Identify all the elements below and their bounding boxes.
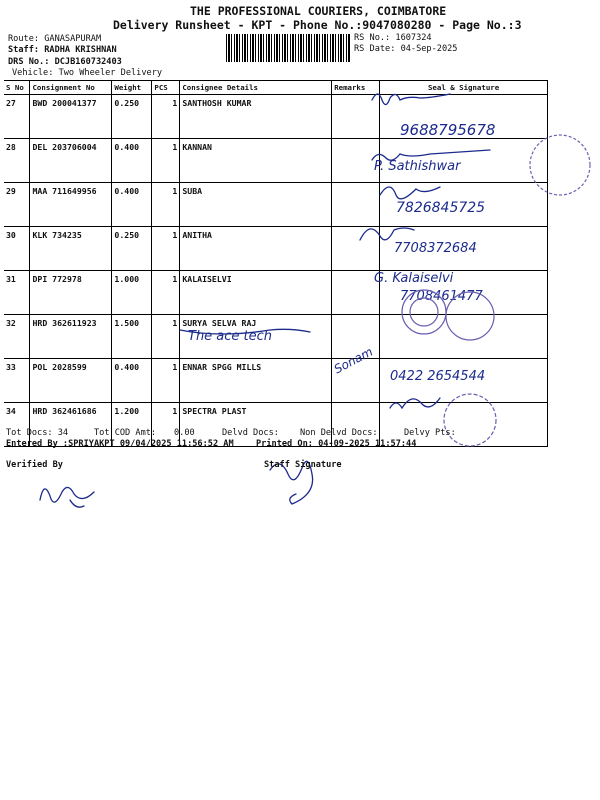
vehicle-label: Vehicle: Two Wheeler Delivery: [12, 68, 163, 78]
cell-sno: 30: [4, 227, 30, 271]
company-title: THE PROFESSIONAL COURIERS, COIMBATORE: [190, 4, 447, 18]
cell-consignment: HRD 362461686: [30, 403, 112, 447]
cell-consignment: KLK 734235: [30, 227, 112, 271]
cell-pcs: 1: [152, 183, 180, 227]
cell-sno: 34: [4, 403, 30, 447]
table-row: [4, 271, 548, 315]
cell-pcs: 1: [152, 227, 180, 271]
total-docs: Tot Docs: 34: [6, 428, 69, 438]
handwriting-phone-27: 9688795678: [400, 121, 496, 139]
cell-seal: [380, 139, 548, 183]
handwriting-phone-33: 0422 2654544: [390, 369, 486, 384]
cell-pcs: 1: [152, 139, 180, 183]
cell-consignment: DPI 772978: [30, 271, 112, 315]
cell-weight: 1.500: [112, 315, 152, 359]
delivery-points: Delvy Pts:: [404, 428, 456, 438]
table-row: [4, 359, 548, 403]
table-header-row: [4, 81, 548, 95]
staff-label: Staff: RADHA KRISHNAN: [8, 45, 117, 55]
cell-pcs: 1: [152, 271, 180, 315]
cell-consignee: SANTHOSH KUMAR: [180, 95, 332, 139]
cell-pcs: 1: [152, 403, 180, 447]
cell-pcs: 1: [152, 359, 180, 403]
cell-consignee: KALAISELVI: [180, 271, 332, 315]
col-weight: Weight: [112, 81, 152, 95]
cell-consignee: KANNAN: [180, 139, 332, 183]
runsheet-subtitle: Delivery Runsheet - KPT - Phone No.:9047080280 - Page No.:3: [113, 18, 522, 32]
cell-consignment: BWD 200041377: [30, 95, 112, 139]
cell-consignment: HRD 362611923: [30, 315, 112, 359]
cell-remarks: [332, 183, 380, 227]
cell-weight: 0.400: [112, 139, 152, 183]
cell-consignee: SPECTRA PLAST: [180, 403, 332, 447]
cell-remarks: [332, 271, 380, 315]
cell-weight: 0.250: [112, 95, 152, 139]
drs-number: DRS No.: DCJB160732403: [8, 57, 122, 67]
handwriting-note-32: The ace tech: [188, 329, 273, 344]
col-seal-signature: Seal & Signature: [380, 81, 548, 95]
cell-consignee: ANITHA: [180, 227, 332, 271]
cell-consignee: SURYA SELVA RAJ: [180, 315, 332, 359]
staff-signature-label: Staff Signature: [264, 460, 342, 470]
total-cod-label: Tot COD Amt:: [94, 428, 157, 438]
cell-consignee: ENNAR SPGG MILLS: [180, 359, 332, 403]
handwriting-name-33: Sonam: [331, 344, 376, 377]
handwriting-name-31: G. Kalaiselvi: [374, 271, 454, 286]
col-consignee: Consignee Details: [180, 81, 332, 95]
table-row: [4, 139, 548, 183]
total-cod-value: 0.00: [174, 428, 195, 438]
cell-remarks: [332, 139, 380, 183]
handwriting-phone-31: 7708461477: [400, 289, 483, 304]
cell-weight: 1.200: [112, 403, 152, 447]
cell-remarks: [332, 227, 380, 271]
cell-weight: 0.250: [112, 227, 152, 271]
col-sno: S No: [4, 81, 30, 95]
col-remarks: Remarks: [332, 81, 380, 95]
cell-remarks: [332, 315, 380, 359]
cell-sno: 32: [4, 315, 30, 359]
entered-by: Entered By :SPRIYAKPT 09/04/2025 11:56:52 AM: [6, 439, 234, 449]
cell-sno: 28: [4, 139, 30, 183]
cell-remarks: [332, 359, 380, 403]
cell-pcs: 1: [152, 95, 180, 139]
cell-consignment: MAA 711649956: [30, 183, 112, 227]
cell-remarks: [332, 95, 380, 139]
table-row: [4, 227, 548, 271]
table-row: [4, 315, 548, 359]
cell-seal: [380, 183, 548, 227]
cell-seal: [380, 227, 548, 271]
rs-number: RS No.: 1607324: [354, 33, 432, 43]
barcode: [226, 34, 350, 62]
route-label: Route: GANASAPURAM: [8, 34, 102, 44]
rs-date: RS Date: 04-Sep-2025: [354, 44, 458, 54]
handwriting-phone-30: 7708372684: [394, 241, 477, 256]
cell-consignment: POL 2028599: [30, 359, 112, 403]
cell-consignee: SUBA: [180, 183, 332, 227]
cell-consignment: DEL 203706004: [30, 139, 112, 183]
table-row: [4, 183, 548, 227]
handwriting-phone-29: 7826845725: [396, 200, 486, 216]
cell-seal: [380, 315, 548, 359]
printed-on: Printed On: 04-09-2025 11:57:44: [256, 439, 417, 449]
cell-sno: 31: [4, 271, 30, 315]
cell-sno: 33: [4, 359, 30, 403]
verified-by-label: Verified By: [6, 460, 63, 470]
delivered-docs: Delvd Docs:: [222, 428, 279, 438]
cell-seal: [380, 271, 548, 315]
cell-sno: 29: [4, 183, 30, 227]
cell-weight: 0.400: [112, 359, 152, 403]
table-row: [4, 95, 548, 139]
cell-weight: 0.400: [112, 183, 152, 227]
runsheet-table: [4, 80, 548, 447]
handwriting-name-28: P. Sathishwar: [374, 159, 461, 174]
cell-sno: 27: [4, 95, 30, 139]
cell-pcs: 1: [152, 315, 180, 359]
cell-weight: 1.000: [112, 271, 152, 315]
col-consignment: Consignment No: [30, 81, 112, 95]
non-delivered-docs: Non Delvd Docs:: [300, 428, 378, 438]
cell-seal: [380, 95, 548, 139]
col-pcs: PCS: [152, 81, 180, 95]
verified-signature: [40, 487, 94, 507]
cell-seal: [380, 359, 548, 403]
